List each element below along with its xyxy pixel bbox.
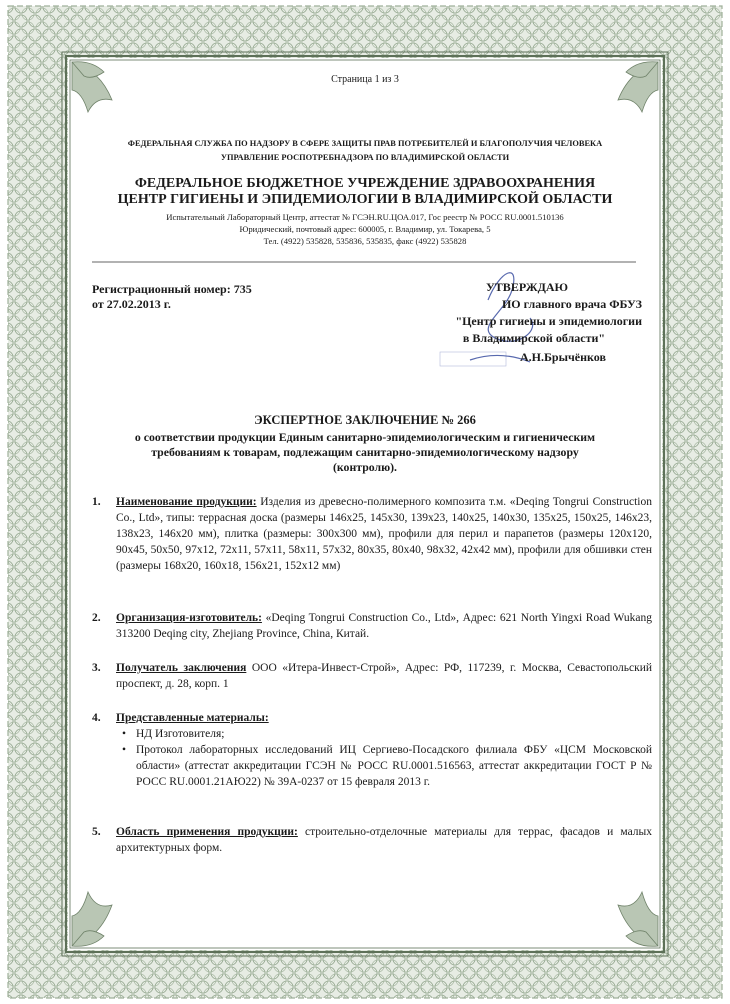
registration-date: от 27.02.2013 г.: [92, 297, 171, 311]
approval-title: УТВЕРЖДАЮ: [486, 280, 569, 294]
approval-institution: "Центр гигиены и эпидемиологии: [455, 314, 642, 328]
section-number: 1.: [92, 496, 101, 508]
section-number: 5.: [92, 826, 101, 838]
conclusion-title: ЭКСПЕРТНОЕ ЗАКЛЮЧЕНИЕ № 266: [254, 413, 476, 427]
approval-signatory: А.Н.Брычёнков: [520, 350, 606, 364]
conclusion-subtitle-2: требованиям к товарам, подлежащим санитарно-эпидемиологическому надзору: [151, 445, 579, 459]
section-application-area: [92, 824, 652, 856]
page-label: Страница 1 из 3: [331, 74, 399, 85]
agency-line-1: ФЕДЕРАЛЬНАЯ СЛУЖБА ПО НАДЗОРУ В СФЕРЕ ЗАЩИТЫ ПРАВ ПОТРЕБИТЕЛЕЙ И БЛАГОПОЛУЧИЯ ЧЕЛОВЕКА: [127, 139, 603, 148]
lab-accreditation-line: Испытательный Лабораторный Центр, аттестат № ГСЭН.RU.ЦОА.017, Гос реестр № РОСС RU.0001.510136: [166, 212, 564, 222]
conclusion-subtitle-3: (контролю).: [332, 460, 398, 474]
institution-line-2: ЦЕНТР ГИГИЕНЫ И ЭПИДЕМИОЛОГИИ В ВЛАДИМИРСКОЙ ОБЛАСТИ: [117, 192, 613, 207]
section-label: Получатель заключения: [116, 662, 247, 674]
section-label: Организация-изготовитель:: [116, 612, 262, 624]
section-label: Представленные материалы:: [116, 712, 269, 724]
registration-number: Регистрационный номер: 735: [92, 282, 252, 296]
section-materials: [92, 710, 652, 790]
materials-item: • НД Изготовителя;: [116, 726, 652, 742]
section-number: 3.: [92, 662, 101, 674]
section-text: «Deqing Tongrui Construction Co., Ltd», Адрес: 621 North Yingxi Road Wukang 313200 Deqing city, Zhejiang Province, China, Китай.: [116, 612, 653, 640]
section-product-name: [92, 494, 652, 574]
materials-item: • Протокол лабораторных исследований ИЦ Сергиево-Посадского филиала ФБУ «ЦСМ Московской области» (аттестат аккредитации ГСЭН № РОСС RU.0001.516563, аттестат аккредитации ГОСТ Р № РОСС RU.0001.21АЮ22) № 39А-0237 от 15 февраля 2013 г.: [116, 742, 652, 790]
phone-line: Тел. (4922) 535828, 535836, 535835, факс (4922) 535828: [263, 236, 467, 246]
section-text: Изделия из древесно-полимерного композита т.м. «Deqing Tongrui Construction Co., Ltd», типы: террасная доска (размеры 146х25, 145х30, 139х23, 140х25, 140х30, 135х25, 150х25, 146х23, 138х23, 146х20 мм), плитка (размеры: 300х300 мм), профили для перил и парапетов (размеры 120х120, 90х45, 50х50, 97х12, 72х11, 57х11, 58х11, 57х32, 80х35, 80х40, 98х32, 42х42 мм), профили для обшивки стен (размеры 168х20, 160х18, 156х21, 152х12 мм): [116, 496, 652, 572]
section-recipient: [92, 660, 652, 692]
section-text: ООО «Итера-Инвест-Строй», Адрес: РФ, 117239, г. Москва, Севастопольский проспект, д. 28, корп. 1: [116, 662, 653, 690]
approval-position: ИО главного врача ФБУЗ: [501, 297, 642, 311]
section-number: 2.: [92, 612, 101, 624]
section-label: Область применения продукции:: [116, 826, 298, 838]
institution-line-1: ФЕДЕРАЛЬНОЕ БЮДЖЕТНОЕ УЧРЕЖДЕНИЕ ЗДРАВООХРАНЕНИЯ: [134, 176, 596, 191]
section-text: строительно-отделочные материалы для террас, фасадов и малых архитектурных форм.: [116, 826, 653, 854]
approval-region: в Владимирской области": [462, 331, 606, 345]
address-line: Юридический, почтовый адрес: 600005, г. Владимир, ул. Токарева, 5: [239, 224, 491, 234]
conclusion-subtitle-1: о соответствии продукции Единым санитарно-эпидемиологическим и гигиеническим: [134, 430, 596, 444]
agency-line-2: УПРАВЛЕНИЕ РОСПОТРЕБНАДЗОРА ПО ВЛАДИМИРСКОЙ ОБЛАСТИ: [220, 153, 510, 162]
section-label: Наименование продукции:: [116, 496, 257, 508]
section-number: 4.: [92, 712, 101, 724]
section-manufacturer: [92, 610, 652, 642]
